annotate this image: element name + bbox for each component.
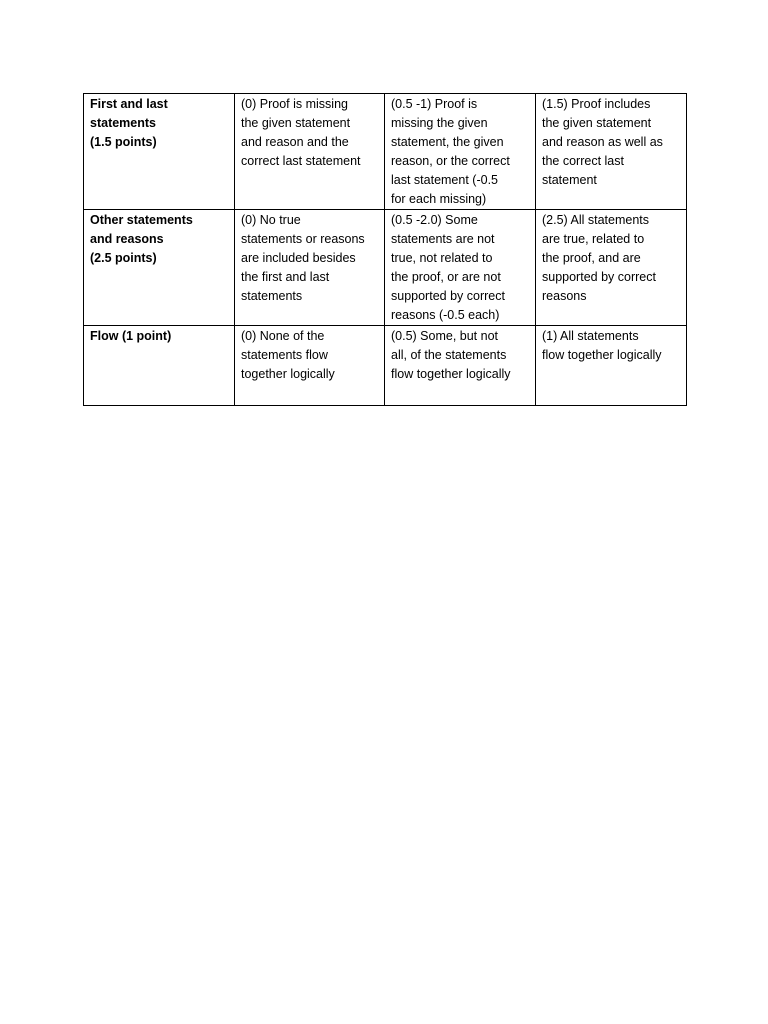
level-text: are included besides bbox=[241, 251, 356, 265]
level-text: statements or reasons bbox=[241, 232, 365, 246]
level-text: (2.5) All statements bbox=[542, 213, 649, 227]
criterion-text: and reasons bbox=[90, 232, 164, 246]
level-text: (0.5 -2.0) Some bbox=[391, 213, 478, 227]
criterion-cell bbox=[84, 326, 235, 406]
level-cell-low bbox=[235, 326, 385, 406]
level-cell-high bbox=[536, 326, 687, 406]
level-cell-mid bbox=[385, 210, 536, 326]
criterion-text: First and last bbox=[90, 97, 168, 111]
level-text: flow together logically bbox=[391, 367, 511, 381]
rubric-row-first-last-statements bbox=[84, 94, 687, 210]
level-text: (0) No true bbox=[241, 213, 301, 227]
level-text: the proof, or are not bbox=[391, 270, 501, 284]
level-text: reasons bbox=[542, 289, 587, 303]
level-text: (1.5) Proof includes bbox=[542, 97, 651, 111]
level-text: the correct last bbox=[542, 154, 624, 168]
level-text: statements bbox=[241, 289, 303, 303]
criterion-cell bbox=[84, 210, 235, 326]
level-text: reason, or the correct bbox=[391, 154, 510, 168]
level-text: the given statement bbox=[241, 116, 351, 130]
level-text: all, of the statements bbox=[391, 348, 507, 362]
level-text: (1) All statements bbox=[542, 329, 639, 343]
rubric-row-other-statements bbox=[84, 210, 687, 326]
level-text: flow together logically bbox=[542, 348, 662, 362]
level-text: last statement (-0.5 bbox=[391, 173, 498, 187]
criterion-points: (2.5 points) bbox=[90, 251, 157, 265]
level-text: together logically bbox=[241, 367, 335, 381]
level-text: and reason and the bbox=[241, 135, 349, 149]
rubric-row-flow bbox=[84, 326, 687, 406]
level-cell-high bbox=[536, 210, 687, 326]
criterion-text: Other statements bbox=[90, 213, 193, 227]
level-text: supported by correct bbox=[542, 270, 656, 284]
level-text: (0.5 -1) Proof is bbox=[391, 97, 478, 111]
level-text: the proof, and are bbox=[542, 251, 641, 265]
level-text: statement, the given bbox=[391, 135, 504, 149]
level-text: (0) None of the bbox=[241, 329, 325, 343]
level-text: statements flow bbox=[241, 348, 328, 362]
criterion-points: (1.5 points) bbox=[90, 135, 157, 149]
level-text: correct last statement bbox=[241, 154, 361, 168]
level-cell-mid bbox=[385, 94, 536, 210]
grading-rubric-table bbox=[83, 93, 687, 406]
criterion-cell bbox=[84, 94, 235, 210]
level-text: true, not related to bbox=[391, 251, 493, 265]
level-cell-mid bbox=[385, 326, 536, 406]
level-text: missing the given bbox=[391, 116, 488, 130]
level-text: and reason as well as bbox=[542, 135, 663, 149]
level-text: (0.5) Some, but not bbox=[391, 329, 499, 343]
level-cell-low bbox=[235, 210, 385, 326]
level-text: statement bbox=[542, 173, 597, 187]
level-cell-low bbox=[235, 94, 385, 210]
level-text: (0) Proof is missing bbox=[241, 97, 348, 111]
level-text: statements are not bbox=[391, 232, 495, 246]
level-text: are true, related to bbox=[542, 232, 645, 246]
level-text: for each missing) bbox=[391, 192, 487, 206]
criterion-text: Flow (1 point) bbox=[90, 329, 172, 343]
level-text: supported by correct bbox=[391, 289, 505, 303]
level-cell-high bbox=[536, 94, 687, 210]
criterion-text: statements bbox=[90, 116, 156, 130]
level-text: the given statement bbox=[542, 116, 652, 130]
level-text: the first and last bbox=[241, 270, 330, 284]
level-text: reasons (-0.5 each) bbox=[391, 308, 500, 322]
